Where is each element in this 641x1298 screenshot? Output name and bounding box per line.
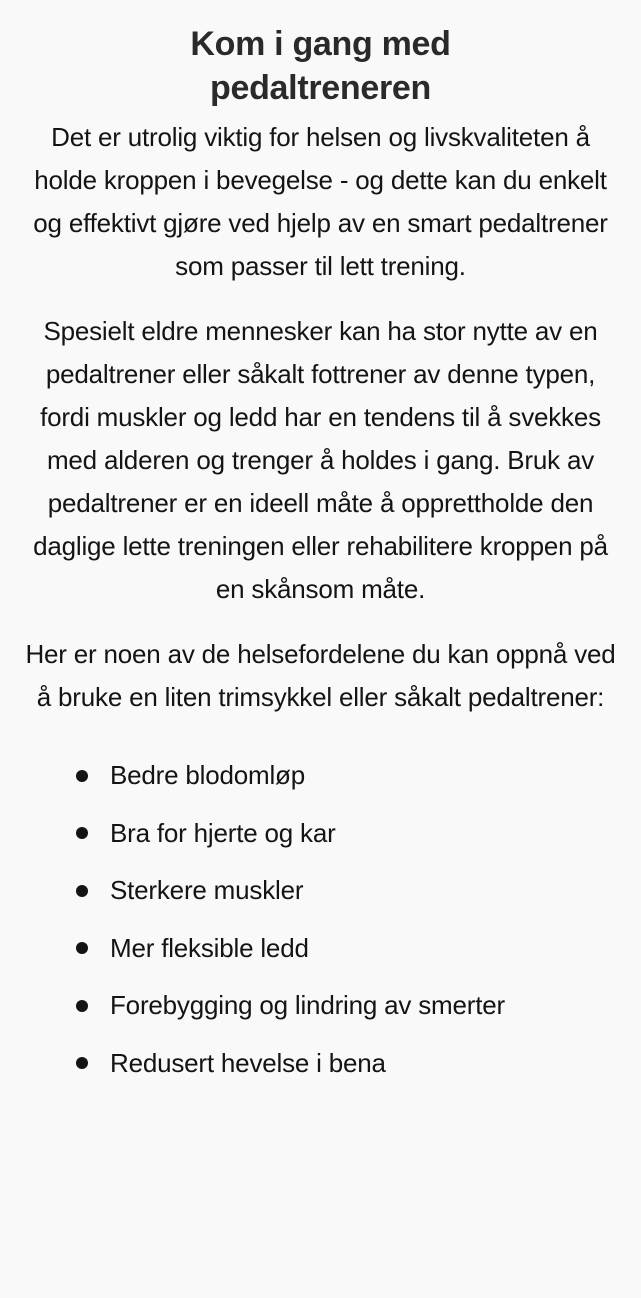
benefit-text: Forebygging og lindring av smerter [110, 990, 505, 1021]
elderly-paragraph: Spesielt eldre mennesker kan ha stor nytte av en pedaltrener eller såkalt fottrener av denne typen, fordi muskler og ledd har en tendens til å svekkes med alderen og trenger å holdes i gang. Bruk av pedaltrener er en ideell måte å opprettholde den daglige lette treningen eller rehabilitere kroppen på en skånsom måte. [33, 316, 608, 604]
benefit-text: Redusert hevelse i bena [110, 1047, 386, 1078]
list-item [76, 805, 617, 863]
page-title [24, 22, 617, 110]
benefits-intro-paragraph: Her er noen av de helsefordelene du kan oppnå ved å bruke en liten trimsykkel eller såkalt pedaltrener: [25, 639, 616, 712]
bullet-icon [76, 1057, 88, 1069]
benefit-text: Bedre blodomløp [110, 760, 305, 791]
title-line-2: pedaltreneren [210, 69, 431, 107]
benefit-text: Sterkere muskler [110, 875, 304, 906]
bullet-icon [76, 885, 88, 897]
benefit-text: Mer fleksible ledd [110, 932, 309, 963]
benefit-text: Bra for hjerte og kar [110, 817, 336, 848]
bullet-icon [76, 827, 88, 839]
list-item [76, 1035, 617, 1093]
bullet-icon [76, 942, 88, 954]
intro-paragraph: Det er utrolig viktig for helsen og livskvaliteten å holde kroppen i bevegelse - og dette kan du enkelt og effektivt gjøre ved hjelp av en smart pedaltrener som passer til lett trening. [33, 122, 608, 281]
benefits-list [24, 747, 617, 1092]
title-line-1: Kom i gang med [190, 25, 451, 63]
list-item [76, 747, 617, 805]
list-item [76, 862, 617, 920]
list-item [76, 920, 617, 978]
bullet-icon [76, 1000, 88, 1012]
bullet-icon [76, 770, 88, 782]
list-item [76, 977, 617, 1035]
